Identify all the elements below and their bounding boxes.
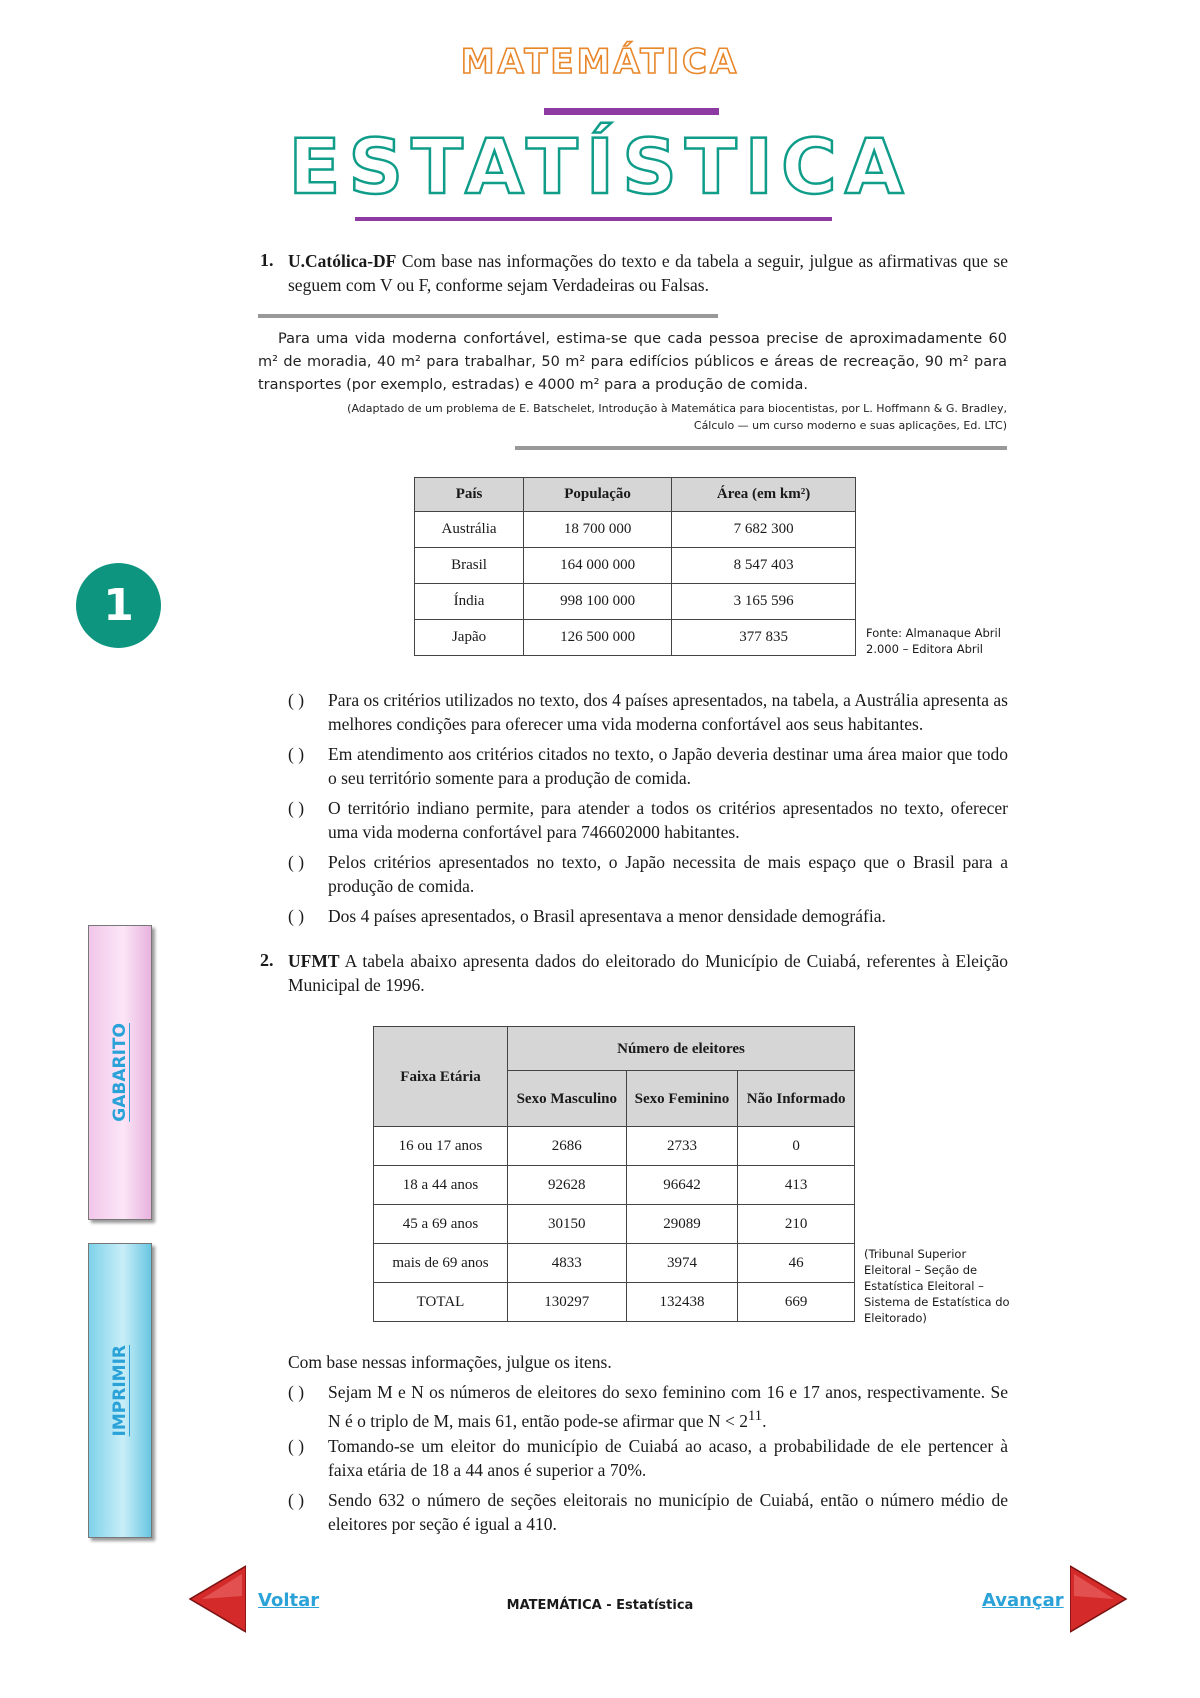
gabarito-button[interactable] xyxy=(88,925,152,1220)
list-item xyxy=(288,1434,1008,1482)
table-cell: 998 100 000 xyxy=(524,584,672,620)
table-cell: 164 000 000 xyxy=(524,548,672,584)
voters-table xyxy=(373,1026,855,1322)
list-item xyxy=(288,796,1008,844)
table-cell: 126 500 000 xyxy=(524,620,672,656)
table-cell: 18 a 44 anos xyxy=(374,1166,508,1205)
table-cell: 132438 xyxy=(626,1283,738,1322)
table-cell: 92628 xyxy=(508,1166,627,1205)
table-cell: 29089 xyxy=(626,1205,738,1244)
citation-line-2: Cálculo — um curso moderno e suas aplicações, Ed. LTC) xyxy=(693,419,1007,432)
table-cell: Índia xyxy=(415,584,524,620)
table-header: Número de eleitores xyxy=(508,1027,855,1071)
item-text-part: Sejam M e N os números de eleitores do sexo feminino com 16 e 17 anos, respectivamente. Se N é o triplo de M, mais 61, então pode-se afirmar que N < 2 xyxy=(328,1382,1008,1431)
answer-marker[interactable]: ( ) xyxy=(288,906,305,926)
item-text: Dos 4 países apresentados, o Brasil apresentava a menor densidade demográfia. xyxy=(328,906,886,926)
table-row xyxy=(415,512,856,548)
divider xyxy=(258,314,718,318)
list-item xyxy=(288,850,1008,898)
table-cell: 8 547 403 xyxy=(672,548,856,584)
item-text: Tomando-se um eleitor do município de Cuiabá ao acaso, a probabilidade de ele pertencer à faixa etária de 18 a 44 anos é superior a 70%. xyxy=(328,1436,1008,1480)
table-source: Fonte: Almanaque Abril 2.000 – Editora Abril xyxy=(866,626,1001,656)
footer-title: MATEMÁTICA - Estatística xyxy=(506,1598,694,1613)
back-link[interactable]: Voltar xyxy=(258,1590,320,1611)
table-source: (Tribunal Superior Eleitoral – Seção de Estatística Eleitoral – Sistema de Estatística do Eleitorado) xyxy=(864,1247,1010,1325)
table-header: Sexo Feminino xyxy=(626,1071,738,1127)
question-2-source: UFMT xyxy=(288,951,340,971)
table-cell: 669 xyxy=(738,1283,855,1322)
table-cell: 7 682 300 xyxy=(672,512,856,548)
passage-citation xyxy=(258,400,1007,434)
table-cell: 3 165 596 xyxy=(672,584,856,620)
page-number-badge: 1 xyxy=(76,563,161,648)
answer-marker[interactable]: ( ) xyxy=(288,744,305,764)
table-cell: 210 xyxy=(738,1205,855,1244)
table-cell: 130297 xyxy=(508,1283,627,1322)
table-header: País xyxy=(415,478,524,512)
answer-marker[interactable]: ( ) xyxy=(288,798,305,818)
question-1-statement: Com base nas informações do texto e da tabela a seguir, julgue as afirmativas que se seguem com V ou F, conforme sejam Verdadeiras ou Falsas. xyxy=(288,251,1008,295)
question-2-statement: A tabela abaixo apresenta dados do eleitorado do Município de Cuiabá, referentes à Eleição Municipal de 1996. xyxy=(288,951,1008,995)
question-1-text xyxy=(288,249,1008,297)
answer-marker[interactable]: ( ) xyxy=(288,1382,305,1402)
table-cell: 2686 xyxy=(508,1127,627,1166)
item-text xyxy=(328,1380,1008,1433)
table-cell: 45 a 69 anos xyxy=(374,1205,508,1244)
table-cell: 0 xyxy=(738,1127,855,1166)
table-header: Não Informado xyxy=(738,1071,855,1127)
table-row xyxy=(374,1127,855,1166)
table-cell: 96642 xyxy=(626,1166,738,1205)
table-row xyxy=(374,1205,855,1244)
items-intro: Com base nessas informações, julgue os itens. xyxy=(288,1352,612,1372)
question-1-number: 1. xyxy=(260,250,274,270)
table-cell: Brasil xyxy=(415,548,524,584)
table-row xyxy=(415,620,856,656)
table-header: Sexo Masculino xyxy=(508,1071,627,1127)
list-item xyxy=(288,1380,1008,1433)
table-cell: 4833 xyxy=(508,1244,627,1283)
answer-marker[interactable]: ( ) xyxy=(288,1436,305,1456)
forward-arrow-icon[interactable] xyxy=(1070,1564,1128,1634)
list-item xyxy=(288,742,1008,790)
table-cell: 3974 xyxy=(626,1244,738,1283)
table-cell: TOTAL xyxy=(374,1283,508,1322)
imprimir-label: IMPRIMIR xyxy=(110,1344,130,1437)
divider xyxy=(515,446,1007,450)
divider xyxy=(355,217,832,221)
table-cell: 377 835 xyxy=(672,620,856,656)
forward-link[interactable]: Avançar xyxy=(982,1590,1064,1611)
subject-title: MATEMÁTICA xyxy=(460,42,740,82)
question-2-number: 2. xyxy=(260,950,274,970)
table-cell: Japão xyxy=(415,620,524,656)
item-text: Pelos critérios apresentados no texto, o Japão necessita de mais espaço que o Brasil para a produção de comida. xyxy=(328,852,1008,896)
exponent: 11 xyxy=(748,1408,763,1424)
table-row xyxy=(374,1244,855,1283)
gabarito-label: GABARITO xyxy=(110,1023,130,1122)
table-cell: 30150 xyxy=(508,1205,627,1244)
table-header: Faixa Etária xyxy=(374,1027,508,1127)
table-cell: 2733 xyxy=(626,1127,738,1166)
question-2-text xyxy=(288,949,1008,997)
table-row xyxy=(415,548,856,584)
list-item xyxy=(288,688,1008,736)
table-header: Área (em km²) xyxy=(672,478,856,512)
table-cell: 46 xyxy=(738,1244,855,1283)
item-text-part: . xyxy=(762,1410,767,1431)
item-text: Para os critérios utilizados no texto, dos 4 países apresentados, na tabela, a Austrália apresenta as melhores condições para oferecer uma vida moderna confortável aos seus habitantes. xyxy=(328,690,1008,734)
item-text: O território indiano permite, para atender a todos os critérios apresentados no texto, oferecer uma vida moderna confortável para 746602000 habitantes. xyxy=(328,798,1008,842)
table-cell: Austrália xyxy=(415,512,524,548)
table-cell: mais de 69 anos xyxy=(374,1244,508,1283)
table-row xyxy=(374,1283,855,1322)
answer-marker[interactable]: ( ) xyxy=(288,852,305,872)
answer-marker[interactable]: ( ) xyxy=(288,1490,305,1510)
table-cell: 413 xyxy=(738,1166,855,1205)
table-cell: 16 ou 17 anos xyxy=(374,1127,508,1166)
list-item xyxy=(288,1488,1008,1536)
item-text: Sendo 632 o número de seções eleitorais no município de Cuiabá, então o número médio de eleitores por seção é igual a 410. xyxy=(328,1490,1008,1534)
table-row xyxy=(374,1166,855,1205)
passage-text: Para uma vida moderna confortável, estima-se que cada pessoa precise de aproximadamente 60 m² de moradia, 40 m² para trabalhar, 50 m² para edifícios públicos e áreas de recreação, 90 m² para transportes (por exemplo, estradas) e 4000 m² para a produção de comida. xyxy=(258,331,1007,393)
table-header: População xyxy=(524,478,672,512)
divider xyxy=(544,108,719,115)
countries-table xyxy=(414,477,856,656)
imprimir-button[interactable] xyxy=(88,1243,152,1538)
citation-line-1: (Adaptado de um problema de E. Batschelet, Introdução à Matemática para biocentistas, por L. Hoffmann & G. Bradley, xyxy=(347,402,1007,415)
answer-marker[interactable]: ( ) xyxy=(288,690,305,710)
item-text: Em atendimento aos critérios citados no texto, o Japão deveria destinar uma área maior que todo o seu território somente para a produção de comida. xyxy=(328,744,1008,788)
question-1-source: U.Católica-DF xyxy=(288,251,397,271)
list-item xyxy=(288,904,1008,928)
table-cell: 18 700 000 xyxy=(524,512,672,548)
page-title: ESTATÍSTICA xyxy=(288,122,912,211)
table-row xyxy=(415,584,856,620)
